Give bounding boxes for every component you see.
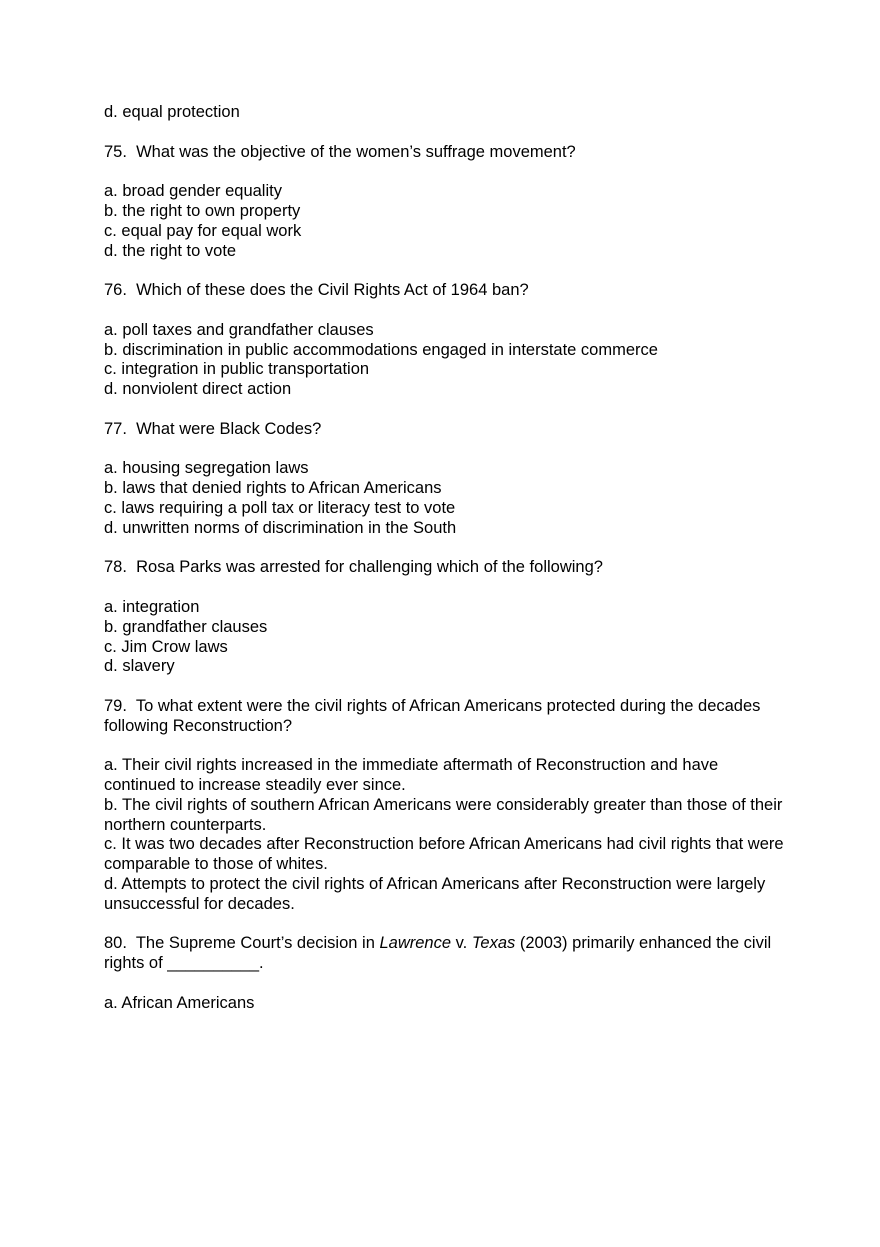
question-text: Which of these does the Civil Rights Act of 1964 ban? <box>136 281 529 300</box>
answer-option: d. slavery <box>104 657 175 676</box>
question-number: 75. <box>104 142 127 161</box>
carryover-option: d. equal protection <box>104 103 240 121</box>
answer-option: b. laws that denied rights to African Americans <box>104 479 442 498</box>
answer-option: d. nonviolent direct action <box>104 380 292 399</box>
question-text: To what extent were the civil rights of African Americans protected during the decades following Reconstruction? <box>104 696 761 735</box>
question-78 <box>104 558 794 677</box>
question-number: 79. <box>104 696 127 715</box>
case-v: v. <box>455 934 468 953</box>
question-prompt <box>104 143 794 163</box>
question-77 <box>104 420 794 539</box>
question-prompt <box>104 281 794 301</box>
case-party-1: Lawrence <box>379 934 452 953</box>
answer-option: a. African Americans <box>104 993 255 1012</box>
question-number: 78. <box>104 558 127 577</box>
question-number: 76. <box>104 281 127 300</box>
question-number: 80. <box>104 934 127 953</box>
question-prompt <box>104 420 794 440</box>
answer-option: c. It was two decades after Reconstruction before African Americans had civil rights that were comparable to those of whites. <box>104 835 784 874</box>
question-80 <box>104 934 794 1013</box>
question-text: Rosa Parks was arrested for challenging which of the following? <box>136 558 603 577</box>
answer-option: c. Jim Crow laws <box>104 637 228 656</box>
case-party-2: Texas <box>471 934 516 953</box>
answer-option: d. unwritten norms of discrimination in the South <box>104 518 457 537</box>
question-number: 77. <box>104 419 127 438</box>
question-75 <box>104 143 794 262</box>
question-prompt <box>104 934 794 974</box>
question-prompt <box>104 558 794 578</box>
answer-option: b. grandfather clauses <box>104 617 268 636</box>
answer-option: b. discrimination in public accommodations engaged in interstate commerce <box>104 340 658 359</box>
question-79 <box>104 697 794 915</box>
question-text: What was the objective of the women’s suffrage movement? <box>136 142 576 161</box>
answer-option: b. The civil rights of southern African Americans were considerably greater than those of their northern counterparts. <box>104 795 783 834</box>
answer-option: a. housing segregation laws <box>104 459 309 478</box>
answer-option: c. integration in public transportation <box>104 360 370 379</box>
answer-option: a. poll taxes and grandfather clauses <box>104 320 374 339</box>
answer-option: a. Their civil rights increased in the immediate aftermath of Reconstruction and have continued to increase steadily ever since. <box>104 756 719 795</box>
question-text: What were Black Codes? <box>136 419 322 438</box>
quiz-content <box>104 103 794 1014</box>
answer-option: b. the right to own property <box>104 201 301 220</box>
question-prompt <box>104 697 794 737</box>
question-text-after: (2003) primarily enhanced the civil rights of __________. <box>104 934 772 973</box>
answer-option: a. broad gender equality <box>104 182 282 201</box>
question-text-before: The Supreme Court’s decision in <box>135 934 375 953</box>
question-76 <box>104 281 794 400</box>
answer-option: a. integration <box>104 597 200 616</box>
answer-option: c. equal pay for equal work <box>104 221 302 240</box>
answer-option: d. Attempts to protect the civil rights of African Americans after Reconstruction were largely unsuccessful for decades. <box>104 875 766 913</box>
answer-option: d. the right to vote <box>104 241 237 260</box>
answer-option: c. laws requiring a poll tax or literacy test to vote <box>104 498 456 517</box>
